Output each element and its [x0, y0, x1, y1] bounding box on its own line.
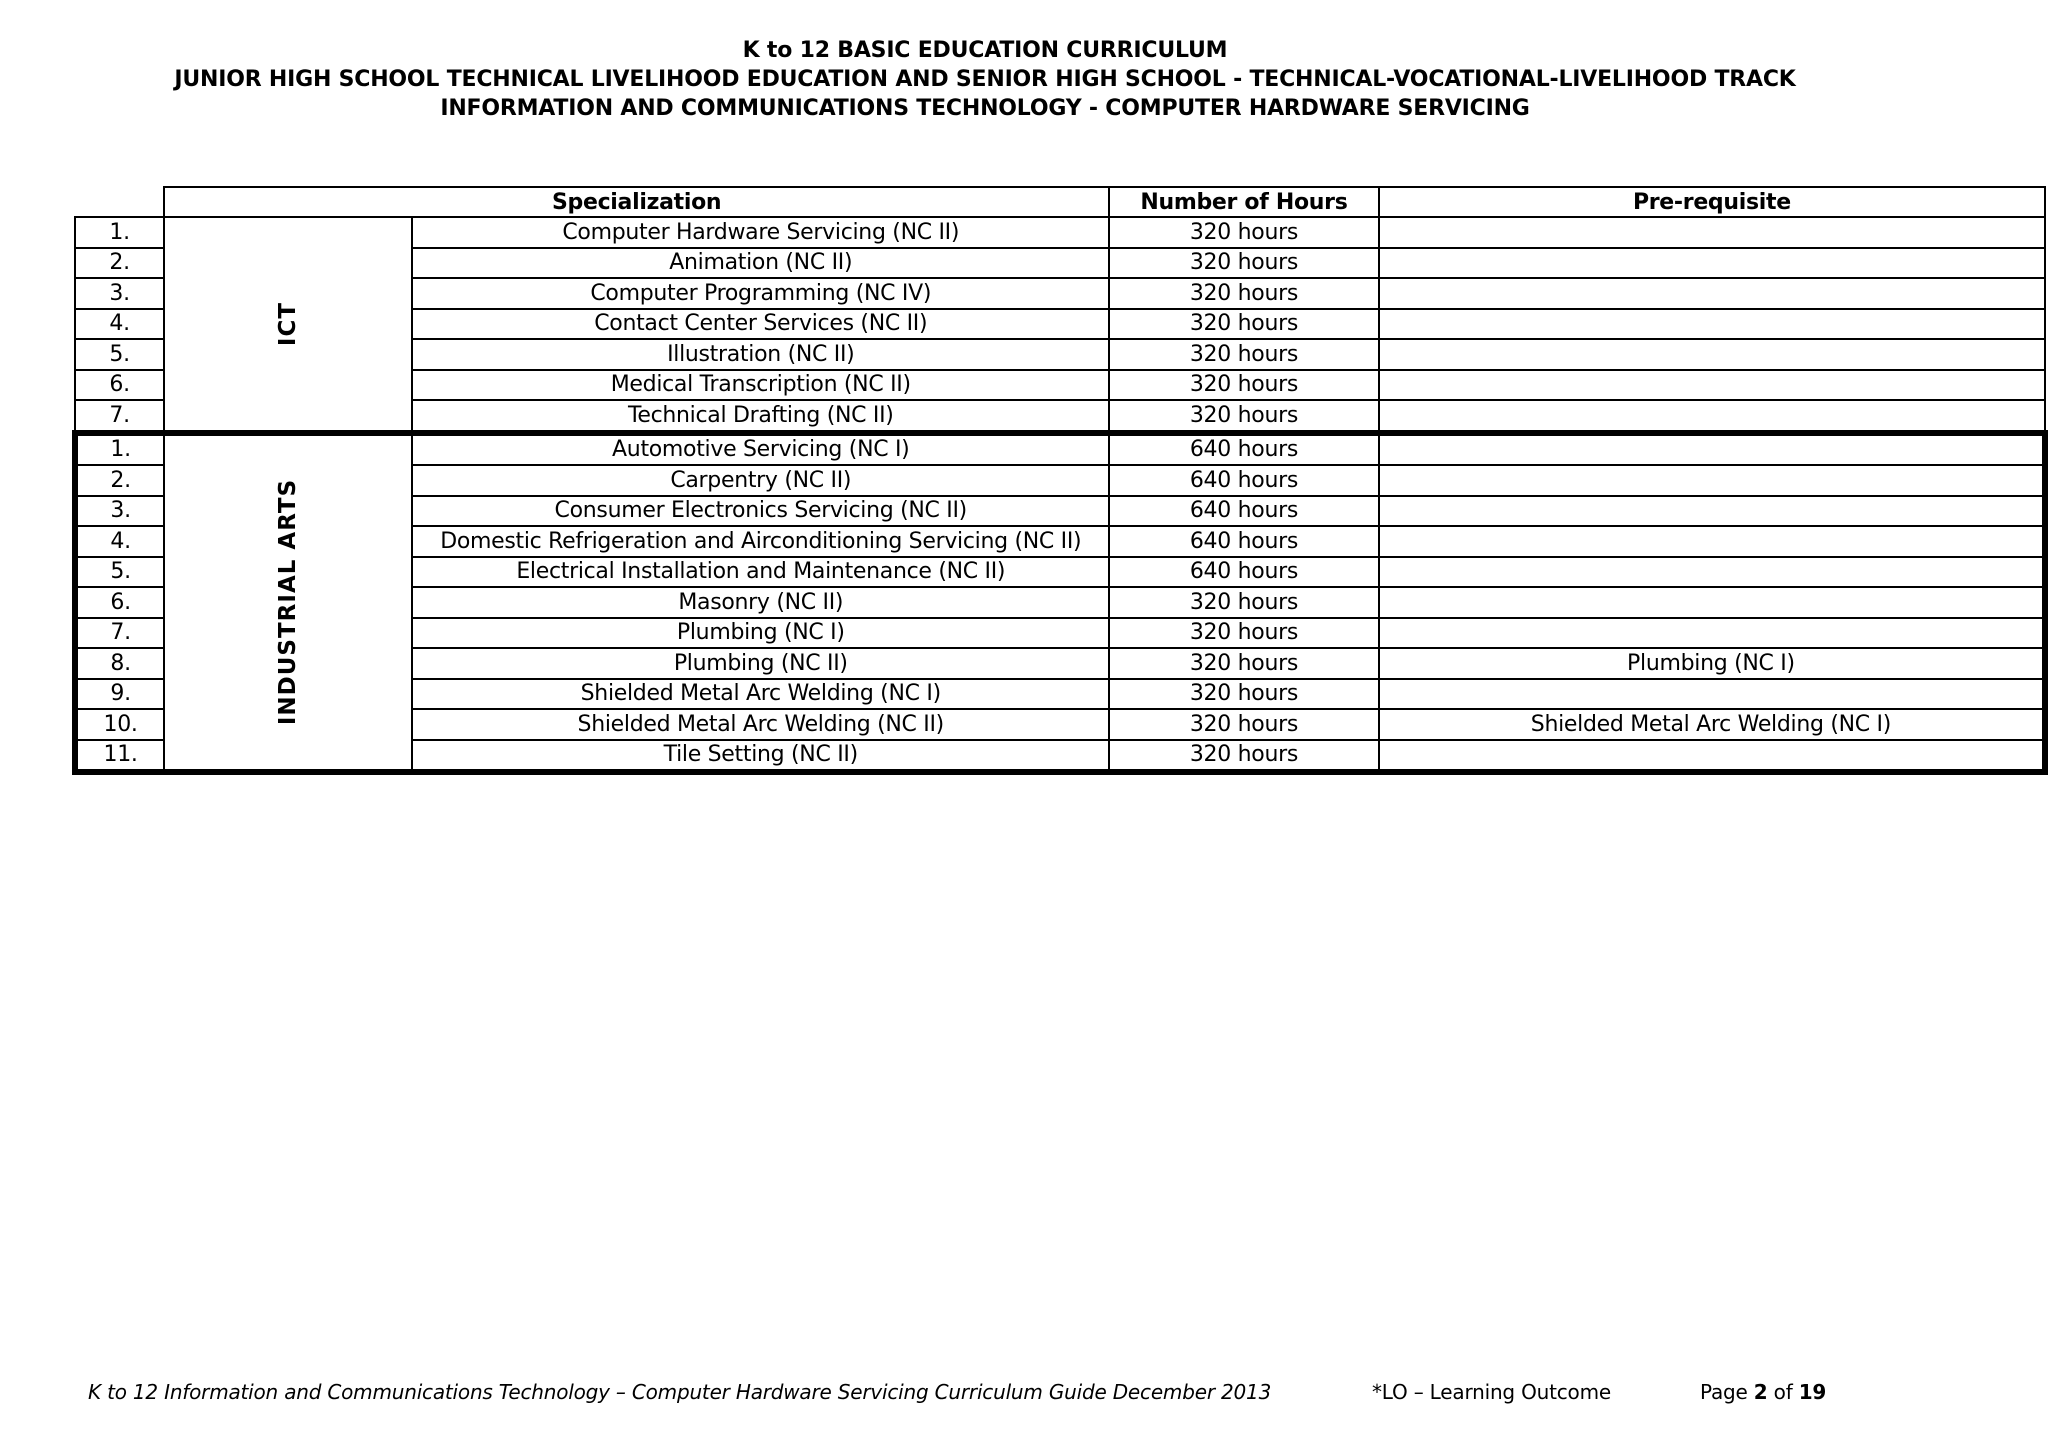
header-subtitle: JUNIOR HIGH SCHOOL TECHNICAL LIVELIHOOD EDUCATION AND SENIOR HIGH SCHOOL - TECHNICAL-VOCATIONAL-LIVELIHOOD TRACK — [174, 67, 1796, 92]
prerequisite-cell — [1379, 400, 2045, 433]
specialization-cell: Carpentry (NC II) — [412, 465, 1109, 496]
document-header — [0, 36, 1970, 123]
row-number: 7. — [75, 400, 164, 433]
prerequisite-cell — [1379, 248, 2045, 279]
hours-cell: 640 hours — [1109, 526, 1379, 557]
footer-guide-title: K to 12 Information and Communications Technology – Computer Hardware Servicing Curriculum Guide December 2013 — [88, 1380, 1272, 1404]
specialization-cell: Plumbing (NC II) — [412, 648, 1109, 679]
group-label: INDUSTRIAL ARTS — [275, 479, 302, 726]
page-prefix: Page — [1700, 1380, 1754, 1404]
prerequisite-cell — [1379, 309, 2045, 340]
hours-cell: 320 hours — [1109, 370, 1379, 401]
group-label: ICT — [275, 301, 302, 346]
prerequisite-cell: Shielded Metal Arc Welding (NC I) — [1379, 709, 2045, 740]
hours-cell: 320 hours — [1109, 648, 1379, 679]
specialization-table-wrapper — [72, 186, 2048, 775]
table-row — [75, 433, 2045, 466]
row-number: 5. — [75, 557, 164, 588]
prerequisite-cell — [1379, 740, 2045, 773]
footer-page-number — [1700, 1380, 1826, 1404]
prerequisite-cell: Plumbing (NC I) — [1379, 648, 2045, 679]
hours-cell: 320 hours — [1109, 618, 1379, 649]
row-number: 2. — [75, 465, 164, 496]
page-of: of — [1767, 1380, 1799, 1404]
header-title: K to 12 BASIC EDUCATION CURRICULUM — [742, 38, 1228, 63]
page-current: 2 — [1753, 1380, 1768, 1404]
specialization-cell: Contact Center Services (NC II) — [412, 309, 1109, 340]
prerequisite-cell — [1379, 679, 2045, 710]
prerequisite-cell — [1379, 557, 2045, 588]
prerequisite-cell — [1379, 217, 2045, 248]
specialization-cell: Domestic Refrigeration and Airconditioning Servicing (NC II) — [412, 526, 1109, 557]
hours-cell: 320 hours — [1109, 278, 1379, 309]
row-number: 11. — [75, 740, 164, 773]
specialization-cell: Illustration (NC II) — [412, 339, 1109, 370]
row-number: 3. — [75, 278, 164, 309]
prerequisite-cell — [1379, 465, 2045, 496]
column-header-specialization: Specialization — [164, 187, 1109, 217]
row-number: 7. — [75, 618, 164, 649]
prerequisite-cell — [1379, 526, 2045, 557]
hours-cell: 320 hours — [1109, 339, 1379, 370]
prerequisite-cell — [1379, 433, 2045, 466]
table-row — [75, 217, 2045, 248]
group-industrial-arts — [75, 433, 2045, 773]
group-label-cell — [164, 433, 412, 773]
hours-cell: 640 hours — [1109, 465, 1379, 496]
hours-cell: 320 hours — [1109, 679, 1379, 710]
group-label-cell — [164, 217, 412, 433]
prerequisite-cell — [1379, 278, 2045, 309]
row-number: 3. — [75, 496, 164, 527]
hours-cell: 320 hours — [1109, 309, 1379, 340]
row-number: 1. — [75, 433, 164, 466]
prerequisite-cell — [1379, 587, 2045, 618]
header-program: INFORMATION AND COMMUNICATIONS TECHNOLOGY - COMPUTER HARDWARE SERVICING — [440, 96, 1530, 121]
row-number: 10. — [75, 709, 164, 740]
specialization-cell: Automotive Servicing (NC I) — [412, 433, 1109, 466]
specialization-cell: Shielded Metal Arc Welding (NC I) — [412, 679, 1109, 710]
table-header-row — [75, 187, 2045, 217]
hours-cell: 320 hours — [1109, 709, 1379, 740]
hours-cell: 320 hours — [1109, 400, 1379, 433]
specialization-cell: Electrical Installation and Maintenance (NC II) — [412, 557, 1109, 588]
specialization-cell: Computer Hardware Servicing (NC II) — [412, 217, 1109, 248]
column-header-hours: Number of Hours — [1109, 187, 1379, 217]
row-number: 9. — [75, 679, 164, 710]
hours-cell: 640 hours — [1109, 433, 1379, 466]
hours-cell: 320 hours — [1109, 248, 1379, 279]
page-total: 19 — [1798, 1380, 1827, 1404]
hours-cell: 320 hours — [1109, 587, 1379, 618]
specialization-cell: Computer Programming (NC IV) — [412, 278, 1109, 309]
specialization-cell: Plumbing (NC I) — [412, 618, 1109, 649]
footer-lo-note: *LO – Learning Outcome — [1372, 1380, 1611, 1404]
row-number: 1. — [75, 217, 164, 248]
specialization-cell: Medical Transcription (NC II) — [412, 370, 1109, 401]
specialization-cell: Consumer Electronics Servicing (NC II) — [412, 496, 1109, 527]
hours-cell: 640 hours — [1109, 496, 1379, 527]
specialization-cell: Tile Setting (NC II) — [412, 740, 1109, 773]
hours-cell: 320 hours — [1109, 740, 1379, 773]
specialization-cell: Technical Drafting (NC II) — [412, 400, 1109, 433]
hours-cell: 640 hours — [1109, 557, 1379, 588]
row-number: 4. — [75, 526, 164, 557]
prerequisite-cell — [1379, 370, 2045, 401]
prerequisite-cell — [1379, 339, 2045, 370]
prerequisite-cell — [1379, 496, 2045, 527]
row-number: 2. — [75, 248, 164, 279]
specialization-cell: Masonry (NC II) — [412, 587, 1109, 618]
group-ict — [75, 217, 2045, 433]
hours-cell: 320 hours — [1109, 217, 1379, 248]
header-blank-cell — [75, 187, 164, 217]
row-number: 6. — [75, 587, 164, 618]
specialization-cell: Shielded Metal Arc Welding (NC II) — [412, 709, 1109, 740]
specialization-cell: Animation (NC II) — [412, 248, 1109, 279]
prerequisite-cell — [1379, 618, 2045, 649]
row-number: 4. — [75, 309, 164, 340]
row-number: 5. — [75, 339, 164, 370]
row-number: 8. — [75, 648, 164, 679]
row-number: 6. — [75, 370, 164, 401]
specialization-table — [72, 186, 2048, 775]
column-header-prerequisite: Pre-requisite — [1379, 187, 2045, 217]
